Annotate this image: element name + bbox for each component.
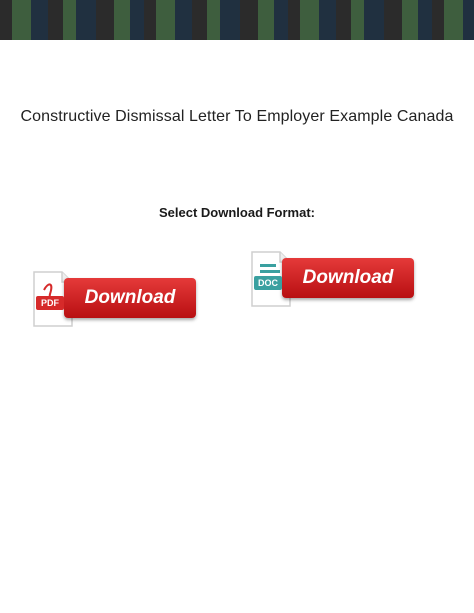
banner-thumbnail [12,0,31,40]
banner-thumbnail [432,0,444,40]
banner-thumbnail [96,0,114,40]
banner-thumbnail [444,0,463,40]
banner-thumbnail [402,0,418,40]
banner-thumbnail [364,0,384,40]
banner-thumbnail [130,0,144,40]
banner-thumbnail [418,0,432,40]
doc-download-label-box[interactable] [282,258,414,298]
select-format-label: Select Download Format: [158,205,316,220]
page-title: Constructive Dismissal Letter To Employer Example Canada [20,108,454,125]
banner-thumbnail [240,0,258,40]
doc-download-label: Download [302,267,394,288]
doc-download-button[interactable] [250,250,420,314]
banner-thumbnail [351,0,364,40]
banner-thumbnail [463,0,474,40]
banner-thumbnail [76,0,96,40]
banner-thumbnail [31,0,48,40]
pdf-download-button[interactable] [32,270,202,334]
banner-thumbnail [336,0,351,40]
banner-thumbnail [274,0,288,40]
banner-thumbnail [384,0,402,40]
banner-thumbnail [48,0,63,40]
banner-thumbnail [156,0,175,40]
pdf-download-label: Download [84,287,176,308]
banner-thumbnail [175,0,192,40]
banner-thumbnail [288,0,300,40]
thumbnail-banner [0,0,474,40]
banner-thumbnail [114,0,130,40]
banner-thumbnail [207,0,220,40]
banner-thumbnail [144,0,156,40]
pdf-download-label-box[interactable] [64,278,196,318]
banner-thumbnail [192,0,207,40]
banner-thumbnail [63,0,76,40]
banner-thumbnail [258,0,274,40]
pdf-badge: PDF [36,296,64,310]
banner-thumbnail [319,0,336,40]
banner-thumbnail [0,0,12,40]
doc-badge: DOC [254,276,282,290]
banner-thumbnail [220,0,240,40]
banner-thumbnail [300,0,319,40]
